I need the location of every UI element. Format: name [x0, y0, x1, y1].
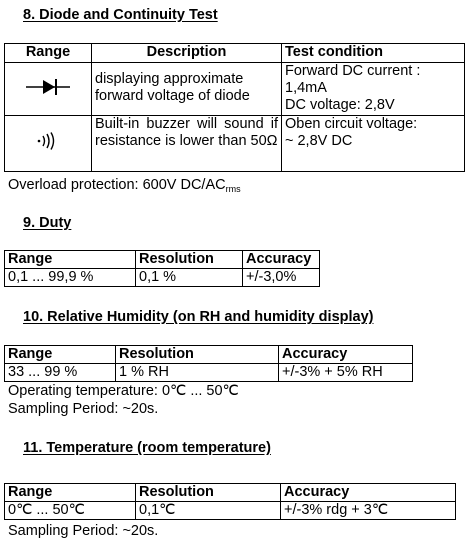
column-header-test-condition: Test condition — [282, 44, 465, 63]
description-cell-diode: displaying approximate forward voltage of diode — [92, 63, 282, 116]
section-heading-diode: 8. Diode and Continuity Test — [23, 7, 218, 23]
sampling-period-note: Sampling Period: ~20s. — [8, 401, 159, 417]
overload-subscript: rms — [225, 184, 241, 194]
accuracy-cell: +/-3% rdg + 3℃ — [281, 502, 456, 520]
condition-line: Forward DC current : — [285, 63, 421, 79]
table-header-row — [5, 251, 320, 269]
column-header-accuracy: Accuracy — [243, 251, 320, 269]
column-header-accuracy: Accuracy — [281, 484, 456, 502]
diode-icon — [26, 78, 70, 96]
section-heading-humidity: 10. Relative Humidity (on RH and humidity display) — [23, 309, 374, 325]
section-heading-duty: 9. Duty — [23, 215, 72, 231]
diode-continuity-table — [4, 43, 465, 172]
table-header-row — [5, 346, 413, 364]
table-row — [5, 63, 465, 116]
table-row — [5, 502, 456, 520]
column-header-description: Description — [92, 44, 282, 63]
sampling-period-note: Sampling Period: ~20s. — [8, 523, 159, 539]
condition-line: ~ 2,8V DC — [285, 133, 353, 149]
resolution-cell: 0,1℃ — [136, 502, 281, 520]
table-row — [5, 116, 465, 172]
resolution-cell: 0,1 % — [136, 269, 243, 287]
condition-line: Oben circuit voltage: — [285, 116, 418, 132]
range-cell-diode — [5, 63, 92, 116]
table-header-row — [5, 484, 456, 502]
table-row — [5, 364, 413, 382]
table-header-row — [5, 44, 465, 63]
column-header-range: Range — [5, 484, 136, 502]
description-cell-continuity: Built-in buzzer will sound if resistance is lower than 50Ω — [92, 116, 282, 172]
buzzer-icon — [36, 132, 60, 150]
column-header-accuracy: Accuracy — [279, 346, 413, 364]
condition-cell-diode — [282, 63, 465, 116]
range-cell: 33 ... 99 % — [5, 364, 116, 382]
operating-temperature-note: Operating temperature: 0℃ ... 50℃ — [8, 383, 239, 399]
range-cell: 0,1 ... 99,9 % — [5, 269, 136, 287]
resolution-cell: 1 % RH — [116, 364, 279, 382]
overload-text: Overload protection: 600V DC/AC — [8, 177, 226, 193]
condition-cell-continuity — [282, 116, 465, 172]
humidity-table — [4, 345, 413, 382]
overload-protection-note — [8, 177, 241, 194]
accuracy-cell: +/-3,0% — [243, 269, 320, 287]
condition-line: 1,4mA — [285, 80, 327, 96]
accuracy-cell: +/-3% + 5% RH — [279, 364, 413, 382]
column-header-resolution: Resolution — [136, 484, 281, 502]
duty-table — [4, 250, 320, 287]
column-header-resolution: Resolution — [136, 251, 243, 269]
range-cell: 0℃ ... 50℃ — [5, 502, 136, 520]
section-heading-temperature: 11. Temperature (room temperature) — [23, 440, 271, 456]
column-header-resolution: Resolution — [116, 346, 279, 364]
column-header-range: Range — [5, 251, 136, 269]
temperature-table — [4, 483, 456, 520]
column-header-range: Range — [5, 346, 116, 364]
table-row — [5, 269, 320, 287]
column-header-range: Range — [5, 44, 92, 63]
condition-line: DC voltage: 2,8V — [285, 97, 395, 113]
range-cell-continuity — [5, 116, 92, 172]
